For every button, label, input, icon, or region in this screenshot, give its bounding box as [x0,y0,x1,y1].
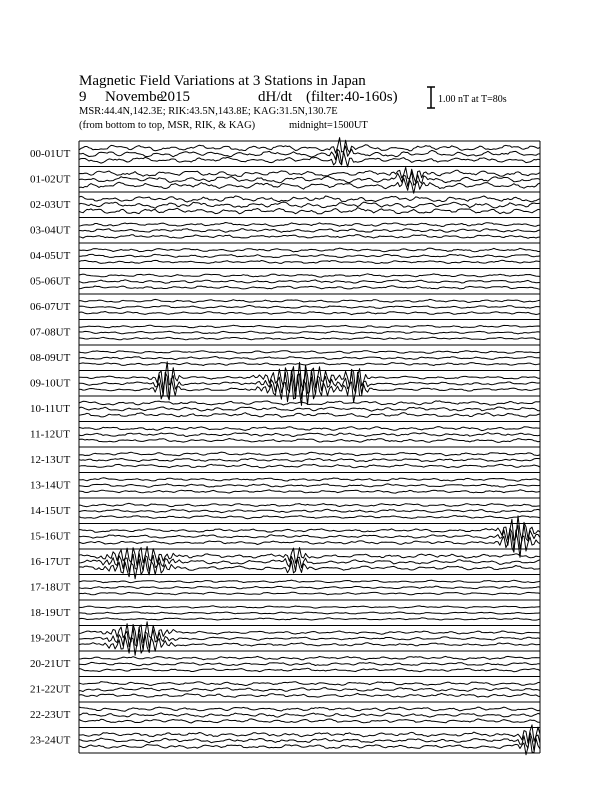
row-15-16UT [30,516,540,557]
trace-RIK [79,229,540,233]
row-00-01UT [30,138,540,167]
trace-MSR [79,464,540,468]
row-02-03UT [30,192,540,218]
trace-KAG [79,167,540,182]
trace-KAG [79,707,540,711]
row-01-02UT [30,167,540,194]
trace-RIK [79,331,540,334]
row-04-05UT [30,243,540,269]
row-label: 02-03UT [30,199,71,211]
row-label: 12-13UT [30,454,71,466]
trace-MSR [79,235,540,239]
trace-KAG [79,138,540,154]
trace-MSR [79,286,540,290]
row-label: 13-14UT [30,479,71,492]
row-20-21UT [30,651,540,677]
trace-RIK [79,357,540,360]
trace-MSR [79,374,540,405]
row-label: 10-11UT [30,403,70,415]
trace-MSR [79,363,540,366]
trace-MSR [79,668,540,672]
trace-KAG [79,606,540,608]
row-label: 04-05UT [30,250,71,262]
scale-bar [427,87,435,108]
row-06-07UT [30,294,540,320]
quantity-label: dH/dt [258,89,293,105]
row-03-04UT [30,218,540,244]
trace-KAG [79,401,540,405]
trace-KAG [79,516,540,541]
trace-KAG [79,478,540,481]
row-label: 14-15UT [30,505,71,517]
trace-RIK [79,370,540,399]
trace-RIK [79,433,540,437]
trace-MSR [79,557,540,579]
row-21-22UT [30,677,540,703]
trace-MSR [79,693,540,697]
trace-RIK [79,713,540,717]
trace-KAG [79,223,540,227]
row-09-10UT [30,362,540,406]
chart-title: Magnetic Field Variations at 3 Stations in Japan [79,73,366,89]
row-label: 07-08UT [30,326,71,339]
row-label: 08-09UT [30,352,71,364]
row-label: 05-06UT [30,275,71,288]
row-07-08UT [30,320,540,346]
trace-RIK [79,146,540,164]
row-08-09UT [30,345,540,371]
row-label: 09-10UT [30,377,71,390]
trace-RIK [79,254,540,257]
trace-KAG [79,299,540,302]
trace-MSR [79,490,540,493]
trace-RIK [79,407,540,411]
row-16-17UT [30,547,540,579]
trace-KAG [79,351,540,354]
row-label: 06-07UT [30,301,71,313]
trace-KAG [79,274,540,277]
trace-KAG [79,325,540,328]
trace-RIK [79,305,540,308]
trace-MSR [79,719,540,723]
row-05-06UT [30,269,540,295]
date-day: 9 [79,89,87,105]
row-label: 17-18UT [30,581,71,594]
trace-KAG [79,580,540,583]
row-label: 22-23UT [30,709,71,721]
trace-MSR [79,439,540,443]
row-label: 23-24UT [30,734,71,747]
trace-RIK [79,612,540,614]
trace-KAG [79,196,540,202]
row-14-15UT [30,498,540,524]
filter-label: (filter:40-160s) [306,89,398,105]
row-18-19UT [30,600,540,626]
scale-bar-label: 1.00 nT at T=80s [438,94,507,105]
trace-MSR [79,312,540,315]
trace-RIK [79,553,540,571]
row-19-20UT [30,622,540,656]
row-17-18UT [30,575,540,601]
trace-MSR [79,152,540,167]
trace-RIK [79,458,540,461]
trace-RIK [79,484,540,487]
row-label: 19-20UT [30,632,71,645]
row-23-24UT [30,725,540,755]
trace-KAG [79,248,540,252]
row-22-23UT [30,702,540,728]
date-year: 2015 [160,89,190,105]
row-label: 18-19UT [30,607,71,619]
midnight-note: midnight=1500UT [289,120,368,131]
row-label: 00-01UT [30,148,71,160]
row-label: 20-21UT [30,658,71,670]
trace-RIK [79,280,540,283]
trace-RIK [79,662,540,665]
row-11-12UT [30,422,540,448]
stations-label: MSR:44.4N,142.3E; RIK:43.5N,143.8E; KAG:31.5N,130.7E [79,106,338,117]
row-12-13UT [30,447,540,473]
trace-MSR [79,516,540,519]
trace-MSR [79,208,540,214]
row-10-11UT [30,396,540,422]
trace-MSR [79,260,540,263]
station-order-note: (from bottom to top, MSR, RIK, & KAG) [79,120,256,131]
trace-KAG [79,452,540,456]
trace-RIK [79,202,540,208]
date-month: Novembe [105,89,164,105]
trace-KAG [79,682,540,686]
trace-MSR [79,337,540,340]
trace-MSR [79,592,540,595]
row-label: 11-12UT [30,428,70,441]
trace-KAG [79,503,540,506]
row-label: 16-17UT [30,556,71,568]
trace-MSR [79,413,540,418]
trace-MSR [79,618,540,620]
row-label: 01-02UT [30,173,71,186]
trace-RIK [79,509,540,513]
row-label: 21-22UT [30,683,71,696]
trace-KAG [79,427,540,431]
trace-MSR [79,736,540,755]
row-13-14UT [30,473,540,499]
trace-RIK [79,586,540,589]
trace-RIK [79,688,540,692]
row-label: 15-16UT [30,530,71,543]
trace-KAG [79,656,540,659]
row-label: 03-04UT [30,224,71,237]
